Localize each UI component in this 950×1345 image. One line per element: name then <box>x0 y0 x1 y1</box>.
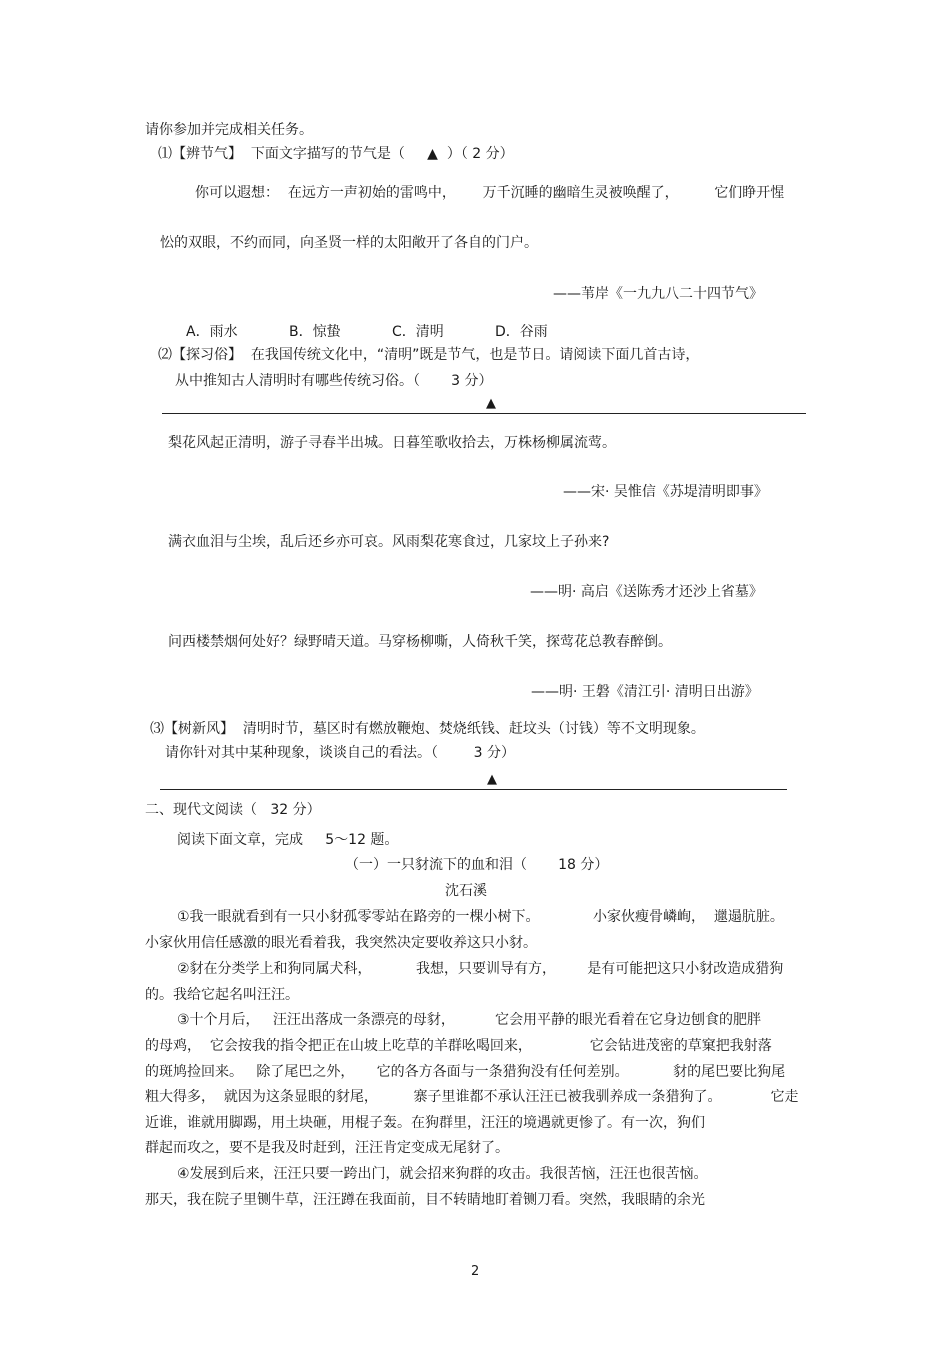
q1-passage-line-1: 你可以遐想： 在远方一声初始的雷鸣中， 万千沉睡的幽暗生灵被唤醒了， 它们睁开惺 <box>195 185 785 201</box>
poem-1-text: 梨花风起正清明，游子寻春半出城。日暮笙歌收拾去，万株杨柳属流莺。 <box>168 435 616 451</box>
q2-stem-line-2: 从中推知古人清明时有哪些传统习俗。（ 3 分） <box>175 373 493 389</box>
q3-answer-line <box>160 789 787 790</box>
article-line-11: ④发展到后来，汪汪只要一跨出门，就会招来狗群的攻击。我很苦恼，汪汪也很苦恼。 <box>177 1166 708 1182</box>
section2-instruction: 阅读下面文章，完成 5～12 题。 <box>177 832 399 848</box>
article-line-10: 群起而攻之，要不是我及时赶到，汪汪肯定变成无尾豺了。 <box>145 1140 509 1156</box>
q3-answer-mark: ▲ <box>487 772 497 787</box>
article-author: 沈石溪 <box>445 883 487 899</box>
article-line-1: ①我一眼就看到有一只小豺孤零零站在路旁的一棵小树下。 小家伙瘦骨嶙峋， 邋遢肮脏。 <box>177 909 784 925</box>
article-line-12: 那天，我在院子里铡牛草，汪汪蹲在我面前，目不转睛地盯着铡刀看。突然，我眼睛的余光 <box>145 1192 705 1208</box>
q1-option-d: D．谷雨 <box>495 324 548 340</box>
article-line-9: 近谁，谁就用脚踢，用土块砸，用棍子轰。在狗群里，汪汪的境遇就更惨了。有一次，狗们 <box>145 1115 705 1131</box>
article-title: （一）一只豺流下的血和泪（ 18 分） <box>345 857 609 873</box>
intro-line: 请你参加并完成相关任务。 <box>145 122 313 138</box>
q1-source: ——苇岸《一九九八二十四节气》 <box>553 286 763 302</box>
q1-stem: ⑴【辨节气】 下面文字描写的节气是（ ▲ ）（ 2 分） <box>158 146 514 162</box>
article-line-5: ③十个月后， 汪汪出落成一条漂亮的母豺， 它会用平静的眼光看着在它身边刨食的肥胖 <box>177 1012 761 1028</box>
q2-stem-line-1: ⑵【探习俗】 在我国传统文化中，“清明”既是节气，也是节日。请阅读下面几首古诗， <box>158 347 700 363</box>
section2-heading: 二、现代文阅读（ 32 分） <box>145 802 321 818</box>
article-line-2: 小家伙用信任感激的眼光看着我，我突然决定要收养这只小豺。 <box>145 935 537 951</box>
article-line-7: 的斑鸠捡回来。 除了尾巴之外， 它的各方各面与一条猎狗没有任何差别。 豺的尾巴要比狗尾 <box>145 1064 786 1080</box>
poem-2-text: 满衣血泪与尘埃，乱后还乡亦可哀。风雨梨花寒食过，几家坟上子孙来? <box>168 534 610 550</box>
article-line-3: ②豺在分类学上和狗同属犬科， 我想，只要训导有方， 是有可能把这只小豺改造成猎狗 <box>177 961 784 977</box>
article-line-4: 的。我给它起名叫汪汪。 <box>145 987 299 1003</box>
q3-stem-line-2: 请你针对其中某种现象，谈谈自己的看法。（ 3 分） <box>165 745 515 761</box>
q2-answer-mark: ▲ <box>486 396 496 411</box>
q3-stem-line-1: ⑶【树新风】 清明时节，墓区时有燃放鞭炮、焚烧纸钱、赶坟头（讨钱）等不文明现象。 <box>150 721 705 737</box>
article-line-6: 的母鸡， 它会按我的指令把正在山坡上吃草的羊群吆喝回来， 它会钻进茂密的草窠把我射落 <box>145 1038 772 1054</box>
q2-answer-line <box>162 413 806 414</box>
poem-1-source: ——宋· 吴惟信《苏堤清明即事》 <box>563 484 768 500</box>
poem-2-source: ——明· 高启《送陈秀才还沙上省墓》 <box>530 584 763 600</box>
q1-option-b: B．惊蛰 <box>289 324 341 340</box>
q1-option-c: C．清明 <box>392 324 444 340</box>
poem-3-text: 问西楼禁烟何处好？绿野晴天道。马穿杨柳嘶，人倚秋千笑，探莺花总教春醉倒。 <box>168 634 672 650</box>
q1-option-a: A．雨水 <box>186 324 238 340</box>
page-number: 2 <box>471 1264 480 1279</box>
q1-passage-line-2: 忪的双眼，不约而同，向圣贤一样的太阳敞开了各自的门户。 <box>160 235 538 251</box>
poem-3-source: ——明· 王磐《清江引· 清明日出游》 <box>531 684 759 700</box>
article-line-8: 粗大得多， 就因为这条显眼的豺尾， 寨子里谁都不承认汪汪已被我驯养成一条猎狗了。 它走 <box>145 1089 799 1105</box>
